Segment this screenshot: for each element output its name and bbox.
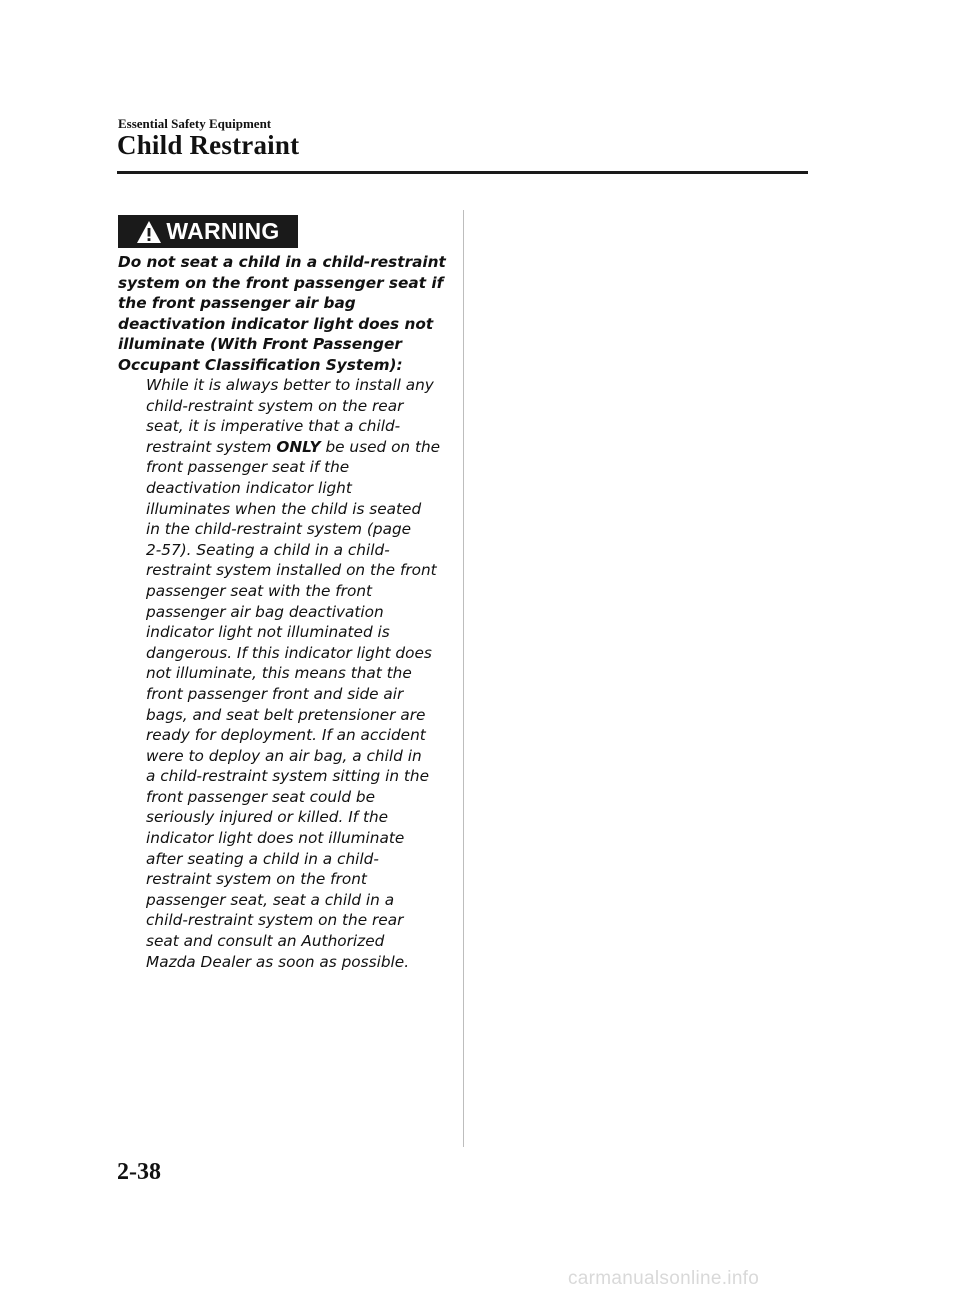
- warning-body-line: after seating a child in a child-: [146, 849, 379, 868]
- warning-body-line: indicator light not illuminated is: [146, 623, 390, 642]
- warning-body-line: illuminates when the child is seated: [146, 499, 422, 518]
- warning-body-line: deactivation indicator light: [146, 478, 352, 497]
- warning-body-line: dangerous. If this indicator light does: [146, 643, 432, 662]
- warning-body-line: restraint system on the front: [146, 870, 367, 889]
- warning-heading-line: Occupant Classification System):: [118, 355, 403, 374]
- warning-triangle-icon: [136, 220, 162, 244]
- warning-heading-line: Do not seat a child in a child-restraint: [118, 253, 446, 271]
- warning-body-line: [146, 437, 446, 458]
- warning-heading-line: system on the front passenger seat if: [118, 273, 444, 292]
- warning-heading-line: deactivation indicator light does not: [118, 314, 434, 333]
- warning-body: [146, 375, 446, 972]
- warning-body-line: passenger air bag deactivation: [146, 602, 384, 621]
- emphasis-only: ONLY: [276, 437, 321, 456]
- warning-body-line: child-restraint system on the rear: [146, 396, 404, 415]
- warning-body-line: bags, and seat belt pretensioner are: [146, 705, 426, 724]
- warning-banner: [118, 215, 298, 248]
- column-divider: [463, 210, 464, 1147]
- warning-body-line: seat and consult an Authorized: [146, 932, 385, 951]
- warning-body-line: were to deploy an air bag, a child in: [146, 746, 422, 765]
- warning-body-line: restraint system installed on the front: [146, 561, 437, 580]
- warning-body-line: indicator light does not illuminate: [146, 829, 405, 848]
- warning-body-line: passenger seat with the front: [146, 581, 373, 600]
- warning-body-line: front passenger seat if the: [146, 458, 350, 477]
- warning-body-line: child-restraint system on the rear: [146, 911, 404, 930]
- warning-body-text: restraint system: [146, 437, 272, 456]
- page-title: Child Restraint: [117, 130, 300, 160]
- title-rule: [117, 171, 808, 174]
- warning-body-text: be used on the: [325, 437, 441, 456]
- warning-body-line: 2-57). Seating a child in a child-: [146, 540, 390, 559]
- warning-body-line: in the child-restraint system (page: [146, 520, 412, 539]
- warning-body-line: Mazda Dealer as soon as possible.: [146, 952, 410, 971]
- warning-body-line: front passenger seat could be: [146, 787, 376, 806]
- warning-body-line: seat, it is imperative that a child-: [146, 417, 401, 436]
- watermark: carmanualsonline.info: [568, 1268, 760, 1289]
- warning-label: WARNING: [166, 218, 280, 244]
- warning-body-line: a child-restraint system sitting in the: [146, 767, 430, 786]
- warning-heading: [118, 252, 448, 376]
- warning-body-line: not illuminate, this means that the: [146, 664, 412, 683]
- warning-body-line: passenger seat, seat a child in a: [146, 890, 395, 909]
- section-label: Essential Safety Equipment: [118, 116, 272, 131]
- warning-body-line: seriously injured or killed. If the: [146, 808, 389, 827]
- warning-body-line: front passenger front and side air: [146, 684, 404, 703]
- page-number: 2-38: [117, 1159, 161, 1185]
- warning-body-line: ready for deployment. If an accident: [146, 726, 426, 745]
- warning-heading-line: illuminate (With Front Passenger: [118, 335, 402, 354]
- warning-body-line: While it is always better to install any: [146, 376, 434, 394]
- warning-heading-line: the front passenger air bag: [118, 294, 356, 313]
